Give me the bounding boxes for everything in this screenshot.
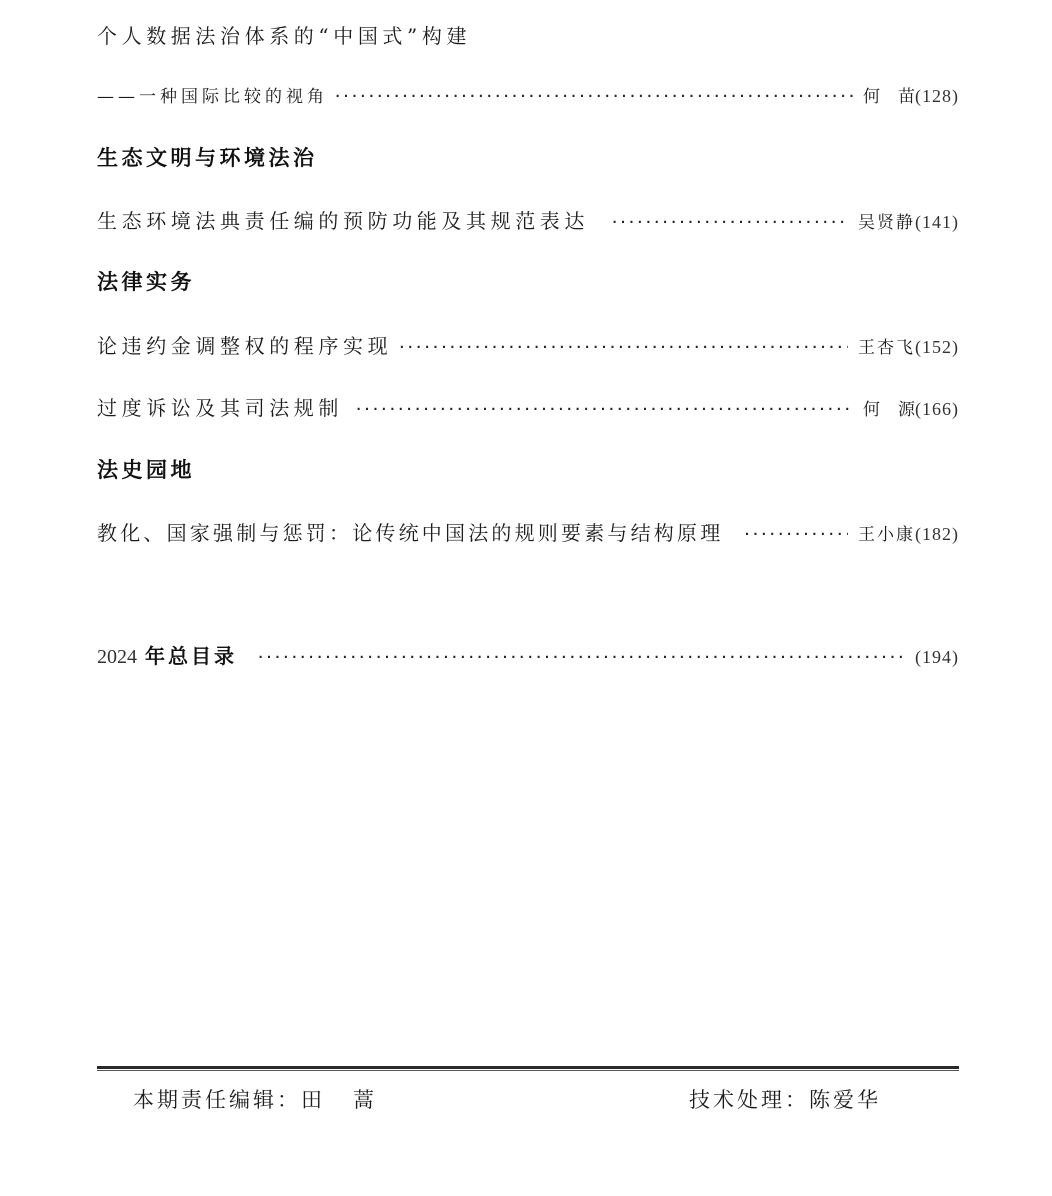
entry-page-number: (182) [915, 524, 959, 544]
dot-leader [355, 402, 853, 416]
entry-author: 王杏飞 [858, 338, 915, 358]
footer-rule-thin [97, 1070, 959, 1071]
entry-subtitle: ——一种国际比较的视角 [97, 87, 328, 107]
annual-index-label: 年总目录 [145, 644, 237, 668]
editor-label: 本期责任编辑：田 [133, 1088, 325, 1112]
editor-credit [133, 1084, 377, 1114]
annual-index-entry[interactable] [97, 640, 959, 669]
section-heading: 生态文明与环境法治 [97, 146, 318, 170]
entry-title: 生态环境法典责任编的预防功能及其规范表达 [97, 209, 589, 233]
toc-entry[interactable] [97, 392, 959, 421]
entry-title: 教化、国家强制与惩罚：论传统中国法的规则要素与结构原理 [97, 521, 724, 545]
entry-page-number: (194) [915, 647, 959, 667]
entry-page-number: (128) [915, 86, 959, 106]
dot-leader [334, 89, 853, 103]
entry-title: 个人数据法治体系的“中国式”构建 [97, 24, 472, 48]
toc-entry[interactable] [97, 517, 959, 546]
entry-page-number: (166) [915, 399, 959, 419]
editor-name-end: 蒿 [353, 1088, 377, 1112]
annual-index-year: 2024 [97, 646, 137, 668]
dot-leader [257, 650, 903, 664]
entry-author: 吴贤静 [858, 213, 915, 233]
toc-entry[interactable] [97, 82, 959, 107]
section-heading: 法律实务 [97, 270, 195, 294]
entry-author: 何 源 [863, 400, 915, 420]
toc-entry-title-line [97, 20, 959, 49]
entry-author: 何 苗 [863, 87, 915, 107]
tech-credit: 技术处理：陈爱华 [689, 1088, 881, 1112]
table-of-contents [97, 0, 959, 1196]
entry-page-number: (152) [915, 337, 959, 357]
entry-title: 过度诉讼及其司法规制 [97, 396, 343, 420]
toc-entry[interactable] [97, 205, 959, 234]
toc-entry[interactable] [97, 330, 959, 359]
entry-author: 王小康 [858, 525, 915, 545]
footer-rule-thick [97, 1066, 959, 1069]
dot-leader [398, 340, 848, 354]
section-heading: 法史园地 [97, 458, 195, 482]
entry-page-number: (141) [915, 212, 959, 232]
entry-title: 论违约金调整权的程序实现 [97, 334, 393, 358]
dot-leader [743, 527, 848, 541]
dot-leader [611, 215, 848, 229]
